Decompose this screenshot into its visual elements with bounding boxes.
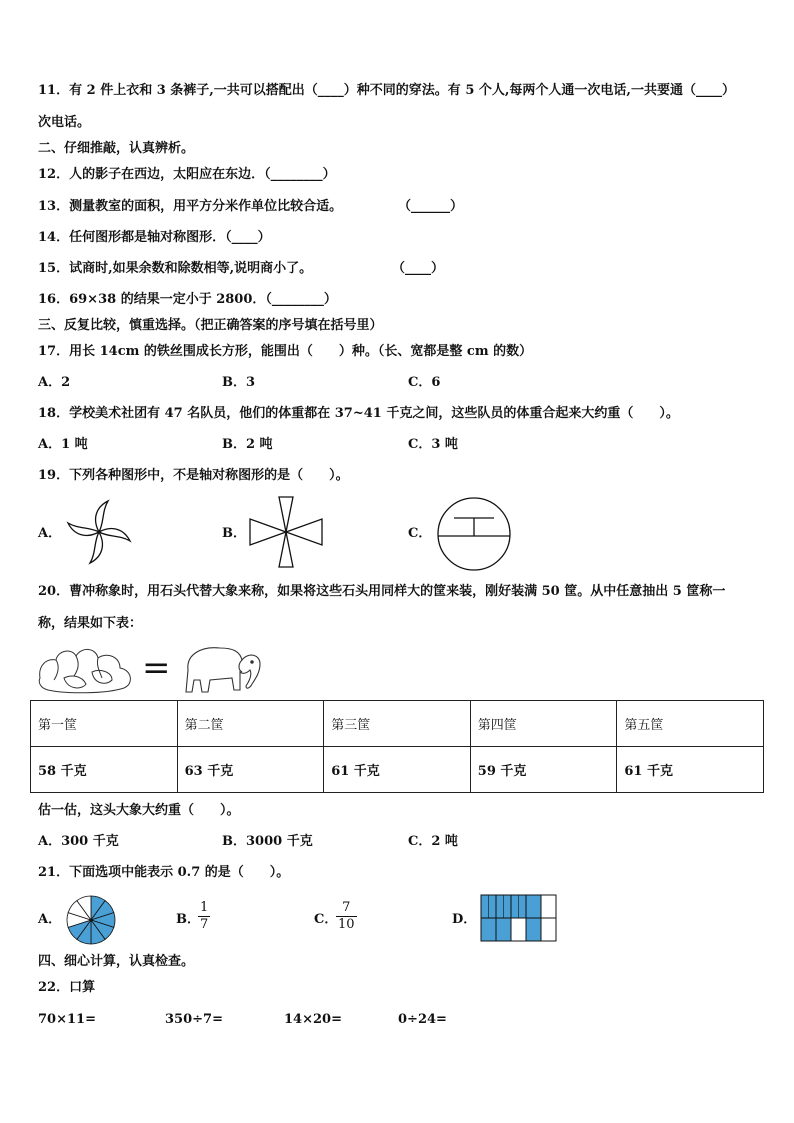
q13-blank: （______）	[398, 199, 464, 214]
grid-cell	[526, 895, 541, 918]
q13-text: 13．测量教室的面积，用平方分米作单位比较合适。	[38, 199, 343, 214]
q20-option-a: A．300 千克	[38, 834, 119, 849]
q18-option-b: B．2 吨	[222, 437, 273, 452]
fraction-one-seventh	[198, 900, 210, 933]
equals-sign: =	[142, 648, 171, 688]
q15-blank: （____）	[392, 261, 445, 276]
section3-heading: 三、反复比较，慎重选择。（把正确答案的序号填在括号里）	[38, 318, 383, 333]
q17-option-a: A．2	[38, 375, 71, 390]
fraction-denominator: 7	[200, 917, 209, 932]
q14: 14．任何图形都是轴对称图形．（____）	[38, 230, 271, 245]
grid-figure	[480, 894, 558, 942]
stones-figure	[36, 636, 136, 694]
table-cell: 58 千克	[31, 747, 178, 793]
q21-label-d: D．	[452, 912, 477, 927]
oral-calc-item: 14×20=	[284, 1012, 342, 1027]
q11-line1: 11．有 2 件上衣和 3 条裤子,一共可以搭配出（____）种不同的穿法。有 5 个人,每两个人通一次电话,一共要通（____）	[38, 83, 735, 98]
grid-cell	[496, 918, 511, 941]
q19-text: 19．下列各种图形中，不是轴对称图形的是（ ）。	[38, 468, 349, 483]
q16: 16．69×38 的结果一定小于 2800．（________）	[38, 292, 337, 307]
q20-estimate: 估一估，这头大象大约重（ ）。	[38, 803, 240, 818]
q19-option-c: C．	[408, 526, 432, 541]
q17-option-c: C．6	[408, 375, 441, 390]
section2-heading: 二、仔细推敲，认真辨析。	[38, 141, 195, 156]
q17-option-b: B．3	[222, 375, 256, 390]
q21-label-b: B．	[176, 912, 200, 927]
q18-text: 18．学校美术社团有 47 名队员，他们的体重都在 37~41 千克之间，这些队员的体重合起来大约重（ ）。	[38, 406, 679, 421]
q20-line1: 20．曹冲称象时，用石头代替大象来称，如果将这些石头用同样大的筐来装，刚好装满 50 筐。从中任意抽出 5 筐称一	[38, 584, 726, 599]
fraction-numerator: 1	[200, 900, 209, 915]
fraction-numerator: 7	[336, 900, 357, 917]
q20-option-b: B．3000 千克	[222, 834, 313, 849]
q12: 12．人的影子在西边，太阳应在东边．（________）	[38, 167, 336, 182]
basket-weights-table	[30, 700, 764, 793]
q20-line2: 称，结果如下表：	[38, 616, 143, 631]
table-header-cell: 第三筐	[324, 701, 471, 747]
grid-cell	[541, 895, 556, 918]
table-header-cell: 第五筐	[617, 701, 764, 747]
table-cell: 59 千克	[470, 747, 617, 793]
table-header-row	[31, 701, 764, 747]
table-header-cell: 第二筐	[177, 701, 324, 747]
q21-label-c: C．	[314, 912, 338, 927]
pinwheel-figure	[64, 497, 134, 567]
bowtie-figure	[246, 495, 326, 569]
table-header-cell: 第一筐	[31, 701, 178, 747]
circle-symbol-figure	[434, 496, 514, 572]
table-row	[31, 747, 764, 793]
q18-option-c: C．3 吨	[408, 437, 458, 452]
q20-option-c: C．2 吨	[408, 834, 458, 849]
grid-cell	[526, 918, 541, 941]
elephant-figure	[180, 640, 264, 696]
table-cell: 63 千克	[177, 747, 324, 793]
oral-calc-item: 0÷24=	[398, 1012, 447, 1027]
grid-cell	[511, 918, 526, 941]
q19-option-b: B．	[222, 526, 246, 541]
q11-line2: 次电话。	[38, 115, 91, 130]
pie-chart-figure	[64, 893, 118, 947]
grid-cell	[481, 918, 496, 941]
q18-option-a: A．1 吨	[38, 437, 88, 452]
table-cell: 61 千克	[324, 747, 471, 793]
q17-text: 17．用长 14cm 的铁丝围成长方形，能围出（ ）种。（长、宽都是整 cm 的数）	[38, 344, 533, 359]
q21-text: 21．下面选项中能表示 0.7 的是（ ）。	[38, 865, 290, 880]
grid-cell	[541, 918, 556, 941]
q21-label-a: A．	[38, 912, 62, 927]
fraction-denominator: 10	[338, 917, 355, 932]
q22-title: 22．口算	[38, 980, 96, 995]
q15-text: 15．试商时,如果余数和除数相等,说明商小了。	[38, 261, 313, 276]
q19-option-a: A．	[38, 526, 62, 541]
fraction-seven-tenths	[336, 900, 357, 933]
oral-calc-item: 350÷7=	[165, 1012, 223, 1027]
oral-calc-item: 70×11=	[38, 1012, 96, 1027]
section4-heading: 四、细心计算，认真检查。	[38, 954, 195, 969]
table-header-cell: 第四筐	[470, 701, 617, 747]
table-cell: 61 千克	[617, 747, 764, 793]
